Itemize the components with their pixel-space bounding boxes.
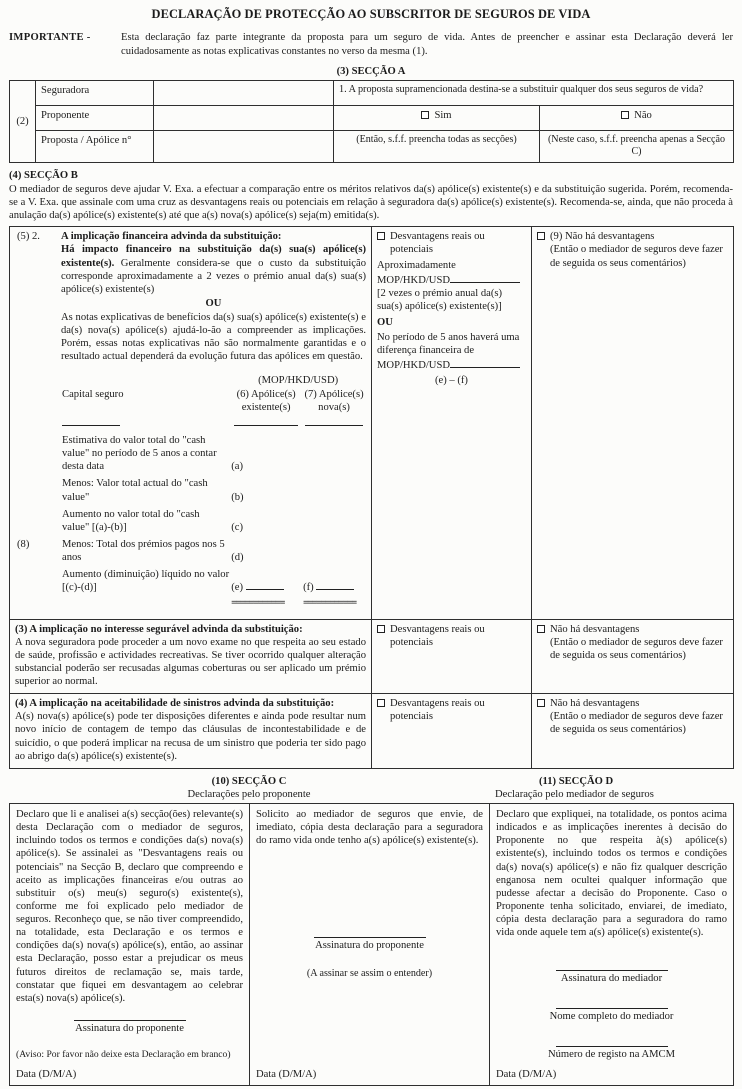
- financial-lead: Há impacto financeiro na substituição da(s) sua(s) apólice(s) existente(s).: [61, 244, 366, 269]
- checkbox-nao[interactable]: [621, 111, 629, 119]
- claims-text: A(s) nova(s) apólice(s) pode ter disposições diferentes e ainda pode resultar num novo início de contagem de tempo das cláusulas de incontestabilidade e de suicídio, o que poderá implicar na recusa de um sinistro que poderia ter sido pago ao abrigo da(s) apólice(s) existente(s).: [15, 711, 366, 762]
- double-rule-existing: ============: [231, 598, 285, 609]
- capital-seguro-label: Capital seguro: [62, 388, 124, 400]
- section-d-header: [489, 775, 733, 801]
- claims-disadvantages-cell: [372, 694, 532, 769]
- ef-formula-label: (e) – (f): [435, 374, 468, 386]
- table-row: [61, 374, 366, 388]
- insurable-disadvantages-option: [377, 623, 526, 649]
- marker-e: (e): [231, 582, 243, 594]
- financial-disadvantages-label: Desvantagens reais ou potenciais: [390, 231, 485, 256]
- section-c-header: [9, 775, 489, 801]
- section-a-table: [9, 80, 734, 163]
- importante-row: [9, 31, 733, 57]
- proponente-label: Proponente: [36, 105, 154, 130]
- proponente-date-label: Data (D/M/A): [16, 1068, 77, 1080]
- insurable-disadvantages-cell: [372, 619, 532, 694]
- options-ou: OU: [377, 317, 393, 329]
- checkbox-financial-no-disadvantages[interactable]: [537, 232, 545, 240]
- insurable-disadvantages-label: Desvantagens reais ou potenciais: [390, 623, 485, 648]
- section-a-heading: (3) SECÇÃO A: [336, 65, 406, 77]
- mediador-date-label: Data (D/M/A): [496, 1068, 557, 1080]
- period-text: No período de 5 anos haverá uma diferença financeira de: [377, 332, 520, 357]
- checkbox-claims-disadvantages[interactable]: [377, 699, 385, 707]
- currency-prefix: MOP/HKD/USD: [377, 274, 450, 286]
- mediator-comment-note: (Então o mediador de seguros deve fazer de seguida os seus comentários): [550, 244, 723, 269]
- claims-no-disadvantages-cell: [532, 694, 734, 769]
- table-row: [10, 130, 734, 162]
- table-row: [61, 477, 366, 507]
- financial-title: A implicação financeira advinda da substituição:: [61, 231, 282, 243]
- table-row: [61, 598, 366, 613]
- request-date-label: Data (D/M/A): [256, 1068, 317, 1080]
- proponente-declaration-cell: [10, 804, 250, 1086]
- financial-disadvantages-option: [377, 230, 526, 256]
- financial-paragraph-1: [61, 243, 366, 296]
- checkbox-claims-no-disadvantages[interactable]: [537, 699, 545, 707]
- section-b-intro: O mediador de seguros deve ajudar V. Exa. a efectuar a comparação entre os méritos relativos da(s) apólice(s) existente(s) e da substituição sugerida. Porém, recomenda-se a V. Exa. que assinale com uma cruz as desvantagens reais ou potenciais em relação à seguradora da(s) apólice(s) existente(s). Recomenda-se, ainda, que não proceda à anulação da(s) apólice(s) existente(s) até que a(s) nova(s) apólice(s) seja(m) emitida(s).: [9, 183, 733, 222]
- financial-disadvantages-cell: [372, 227, 532, 619]
- section-c-subheading: Declarações pelo proponente: [187, 788, 311, 800]
- sim-label: Sim: [434, 109, 452, 121]
- proponente-field[interactable]: [154, 105, 334, 130]
- proposta-apolice-field[interactable]: [154, 130, 334, 162]
- financial-paragraph-2: As notas explicativas de benefícios da(s) sua(s) apólice(s) existente(s) e da(s) nova(s) apólice(s) ajudá-lo-ão a compreender as implicações. Porém, essas notas explicativas não são normalmente garantidas e o resultado actual dependerá da evolução futura das apólices em questão.: [61, 312, 366, 363]
- section-c-heading: (10) SECÇÃO C: [211, 775, 287, 787]
- checkbox-financial-disadvantages[interactable]: [377, 232, 385, 240]
- claims-acceptability-cell: [10, 694, 372, 769]
- table-row: [61, 508, 366, 538]
- row-label-estimate: Estimativa do valor total do "cash value" no período de 5 anos a contar desta data: [62, 435, 217, 473]
- optional-signature-note: (A assinar se assim o entender): [306, 967, 433, 979]
- financial-block: [15, 230, 366, 613]
- checkbox-insurable-no-disadvantages[interactable]: [537, 625, 545, 633]
- table-row: [61, 415, 366, 434]
- amcm-registry-label: Número de registo na AMCM: [547, 1048, 676, 1060]
- section-d-heading: (11) SECÇÃO D: [539, 775, 614, 787]
- approx-amount-field[interactable]: [450, 272, 520, 283]
- marker-d: (d): [231, 552, 244, 564]
- proponente-declaration-text: Declaro que li e analisei a(s) secção(ões) relevante(s) desta Declaração com o mediador de seguros, incluindo todos os termos e condições da(s) nova(s) apólice(s). Se assinalei as "Desvantagens reais ou potenciais" na Secção B, declaro que compreendo e aceito as implicações financeiras e/ou outras ao substituir o(s) meu(s) seguro(s) existente(s), conforme me foi explicado pelo mediador de seguros. Reconheço que, se não tiver compreendido, na totalidade, esta Declaração e os termos e condições da(s) nova(s) apólice(s), então, ao assinar esta Declaração, posso estar a prejudicar os meus futuros direitos de reclamação se, mais tarde, constatar que fiquei em desvantagem ao celebrar esta(s) nova(s) apólice(s).: [16, 809, 243, 1004]
- claims-no-disadvantages-label: Não há desvantagens: [550, 698, 640, 710]
- proposta-apolice-label: Proposta / Apólice n°: [36, 130, 154, 162]
- table-row: [10, 804, 734, 1086]
- financial-no-disadvantages-label: (9) Não há desvantagens: [550, 231, 655, 243]
- mediator-comment-note: (Então o mediador de seguros deve fazer de seguida os seus comentários): [550, 636, 723, 661]
- amcm-registry-line[interactable]: [556, 1037, 668, 1047]
- replacement-question: 1. A proposta supramencionada destina-se a substituir qualquer dos seus seguros de vida?: [334, 80, 734, 105]
- difference-amount-line: [377, 357, 526, 372]
- insurable-interest-row: [10, 619, 734, 694]
- option-sim-cell: [334, 105, 540, 130]
- insurable-title: (3) A implicação no interesse segurável advinda da substituição:: [15, 623, 303, 635]
- cash-value-comparison-table: [17, 374, 366, 614]
- mediator-comment-note: (Então o mediador de seguros deve fazer de seguida os seus comentários): [550, 711, 723, 736]
- double-rule-new: ============: [303, 598, 357, 609]
- column-new-header: (7) Apólice(s) nova(s): [304, 388, 364, 413]
- mediador-declaration-cell: [490, 804, 734, 1086]
- table-row: [10, 80, 734, 105]
- net-change-existing-field[interactable]: [246, 579, 284, 590]
- table-row: [61, 388, 366, 415]
- marker-a: (a): [231, 461, 243, 473]
- approx-amount-line: [377, 272, 526, 287]
- item-2-marker: (2): [10, 80, 36, 162]
- note-if-no: (Neste caso, s.f.f. preencha apenas a Secção C): [540, 130, 734, 162]
- marker-b: (b): [231, 491, 244, 503]
- nao-label: Não: [634, 109, 652, 121]
- proponente-signature-label: Assinatura do proponente: [75, 1022, 184, 1034]
- financial-no-disadvantages-cell: [532, 227, 734, 619]
- currency-prefix: MOP/HKD/USD: [377, 360, 450, 372]
- page-title: DECLARAÇÃO DE PROTECÇÃO AO SUBSCRITOR DE SEGUROS DE VIDA: [151, 7, 591, 21]
- table-row: [61, 538, 366, 568]
- insurable-text: A nova seguradora pode proceder a um novo exame no que respeita ao seu estado de saúde, profissão e actividades recreativas. Se tiver ocorrido qualquer alteração substancial poderão ser recusadas algumas coberturas ou ser aplicado um prémio superior ao normal.: [15, 636, 366, 688]
- capital-existing-field[interactable]: [234, 415, 298, 426]
- insurable-no-disadvantages-cell: [532, 619, 734, 694]
- capital-new-field[interactable]: [305, 415, 363, 426]
- financial-no-disadvantages-option: [537, 230, 728, 269]
- item-5-marker: (5) 2.: [17, 231, 40, 243]
- marker-c: (c): [231, 521, 243, 533]
- table-row: [10, 105, 734, 130]
- mediador-declaration-text: Declaro que expliquei, na totalidade, os pontos acima indicados e as implicações inerentes à decisão do Proponente no que respeita à(s) apólice(s) existente(s), incluindo todos os termos e condições da(s) nova(s) apólice(s) e não fiz qualquer descrição enganosa nem ocultei qualquer informação que pudesse afectar a decisão do Proponente. Caso o Proponente tenha solicitado, enviarei, de imediato, cópia desta declaração para a seguradora do ramo vida onde aquele tem a(s) apólice(s) existente(s).: [496, 809, 727, 939]
- mediador-signature-line[interactable]: [556, 961, 668, 971]
- item-8-marker: (8): [17, 538, 30, 550]
- note-if-yes: (Então, s.f.f. preencha todas as secções): [334, 130, 540, 162]
- importante-text: Esta declaração faz parte integrante da proposta para um seguro de vida. Antes de preencher e assinar esta Declaração deverá ler cuidadosamente as notas explicativas constantes no verso da mesma (1).: [121, 32, 733, 57]
- checkbox-sim[interactable]: [421, 111, 429, 119]
- seguradora-field[interactable]: [154, 80, 334, 105]
- mediador-name-label: Nome completo do mediador: [549, 1010, 674, 1022]
- financial-ou: OU: [205, 297, 222, 309]
- section-c-d-headers: [9, 775, 733, 801]
- claims-disadvantages-option: [377, 697, 526, 723]
- importante-label: IMPORTANTE -: [9, 32, 91, 44]
- financial-implication-cell: [10, 227, 372, 619]
- bracket-note: [2 vezes o prémio anual da(s) sua(s) apólice(s) existente(s)]: [377, 287, 503, 312]
- claims-no-disadvantages-option: [537, 697, 728, 736]
- send-copy-request-text: Solicito ao mediador de seguros que envie, de imediato, cópia desta declaração para a seguradora do ramo vida onde tenho a(s) apólice(s) existente(s).: [256, 809, 483, 847]
- approx-label: Aproximadamente: [377, 259, 456, 271]
- column-existing-header: (6) Apólice(s) existente(s): [236, 388, 296, 413]
- checkbox-insurable-disadvantages[interactable]: [377, 625, 385, 633]
- section-b-heading: (4) SECÇÃO B: [9, 169, 78, 181]
- difference-amount-field[interactable]: [450, 357, 520, 368]
- row-label-net-change: Aumento (diminuição) líquido no valor [(c)-(d)]: [62, 569, 230, 594]
- blank-warning-note: (Aviso: Por favor não deixe esta Declaração em branco): [16, 1049, 231, 1061]
- claims-acceptability-row: [10, 694, 734, 769]
- request-signature-label: Assinatura do proponente: [315, 940, 424, 952]
- section-b-table: [9, 226, 734, 769]
- insurable-interest-cell: [10, 619, 372, 694]
- mediador-name-line[interactable]: [556, 999, 668, 1009]
- request-signature-line[interactable]: [314, 928, 426, 938]
- row-label-increase: Aumento no valor total do "cash value" [(a)-(b)]: [62, 508, 200, 533]
- seguradora-label: Seguradora: [36, 80, 154, 105]
- row-label-less-current: Menos: Valor total actual do "cash value": [62, 478, 208, 503]
- table-row: [61, 568, 366, 598]
- net-change-new-field[interactable]: [316, 579, 354, 590]
- send-copy-request-cell: [250, 804, 490, 1086]
- marker-f: (f): [303, 582, 314, 594]
- mediador-signature-label: Assinatura do mediador: [560, 972, 663, 984]
- claims-title: (4) A implicação na aceitabilidade de sinistros advinda da substituição:: [15, 698, 335, 710]
- financial-lead-text: Geralmente considera-se que o custo da substituição corresponde aproximadamente a 2 vezes o prémio anual da(s) sua(s) apólice(s) existente(s): [61, 257, 366, 295]
- proponente-signature-line[interactable]: [74, 1011, 186, 1021]
- financial-implication-row: [10, 227, 734, 619]
- claims-disadvantages-label: Desvantagens reais ou potenciais: [390, 698, 485, 723]
- currency-header: (MOP/HKD/USD): [258, 374, 339, 386]
- insurable-no-disadvantages-label: Não há desvantagens: [550, 623, 640, 635]
- declarations-table: [9, 803, 734, 1086]
- section-d-subheading: Declaração pelo mediador de seguros: [495, 788, 654, 800]
- row-label-premiums: Menos: Total dos prémios pagos nos 5 anos: [62, 538, 225, 564]
- option-nao-cell: [540, 105, 734, 130]
- capital-seguro-field[interactable]: [62, 415, 120, 426]
- table-row: [61, 434, 366, 477]
- insurable-no-disadvantages-option: [537, 623, 728, 662]
